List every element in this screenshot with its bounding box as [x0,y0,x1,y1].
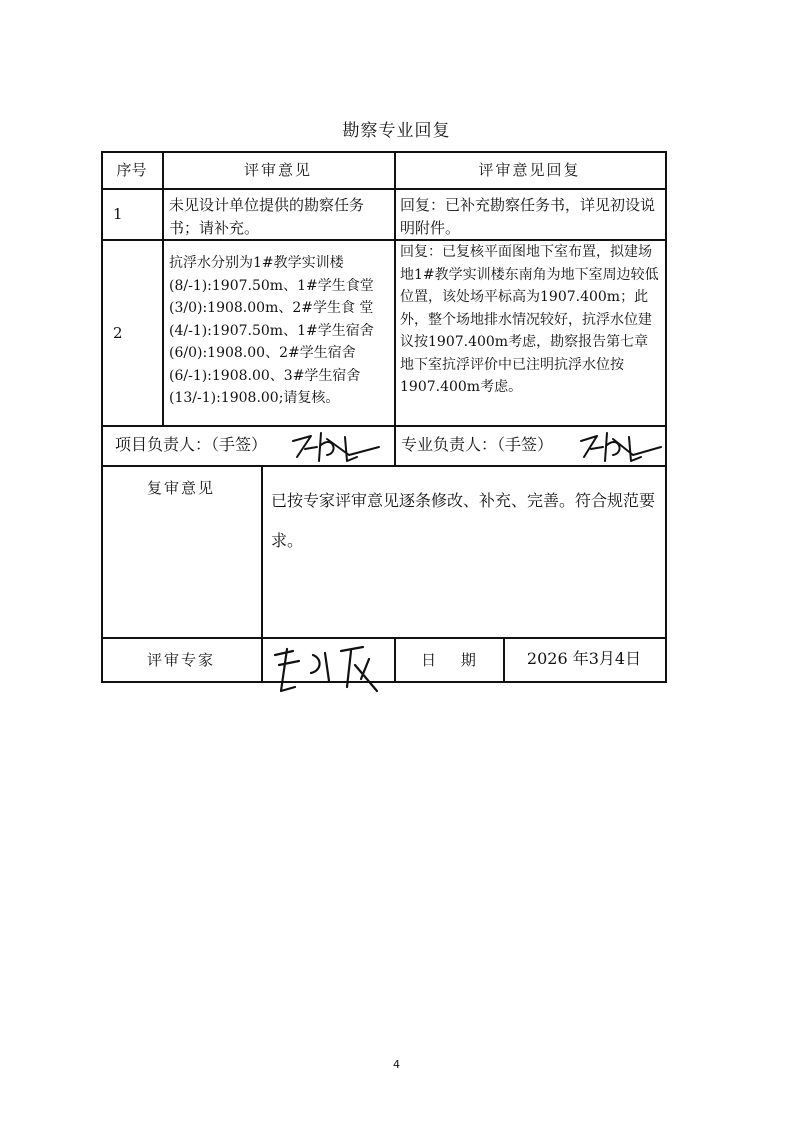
project-lead-label: 项目负责人：（手签） [115,435,268,454]
row-1-reply: 回复：已补充勘察任务书，详见初设说明附件。 [400,196,656,237]
expert-label: 评审专家 [146,651,215,669]
row-2-reply: 回复：已复核平面图地下室布置，拟建场地1#教学实训楼东南角为地下室周边较低位置，该处场平标高为1907.400m；此外，整个场地排水情况较好，抗浮水位建议按1907.400m考虑，勘察报告第七章地下室抗浮评价中已注明抗浮水位按1907.400m考虑。 [400,244,659,395]
review-label: 复审意见 [146,479,215,497]
discipline-lead-signature [575,427,665,465]
review-table [101,151,667,683]
row-2-opinion: 抗浮水分别为1#教学实训楼(8/-1):1907.50m、1#学生食堂(3/0):1908.00m、2#学生食 堂(4/-1):1907.50m、1#学生宿舍(6/0):1908.00、2#学生宿舍(6/-1):1908.00、3#学生宿舍(13/-1):1908.00;请复核。 [169,255,374,406]
row-1-seq: 1 [113,205,123,223]
date-label: 日 期 [421,651,476,669]
document-title: 勘察专业回复 [342,121,451,141]
project-lead-signature [287,427,387,465]
header-reply: 评审意见回复 [478,161,581,179]
expert-signature [265,641,391,699]
page-number: 4 [393,1058,400,1071]
row-1-opinion: 未见设计单位提供的勘察任务书；请补充。 [169,196,365,237]
review-text: 已按专家评审意见逐条修改、补充、完善。符合规范要求。 [271,491,656,550]
header-seq: 序号 [116,161,147,179]
discipline-lead-label: 专业负责人：（手签） [401,435,554,454]
header-opinion: 评审意见 [243,161,312,179]
date-value: 2026 年3月4日 [526,649,642,668]
row-2-seq: 2 [113,324,123,342]
